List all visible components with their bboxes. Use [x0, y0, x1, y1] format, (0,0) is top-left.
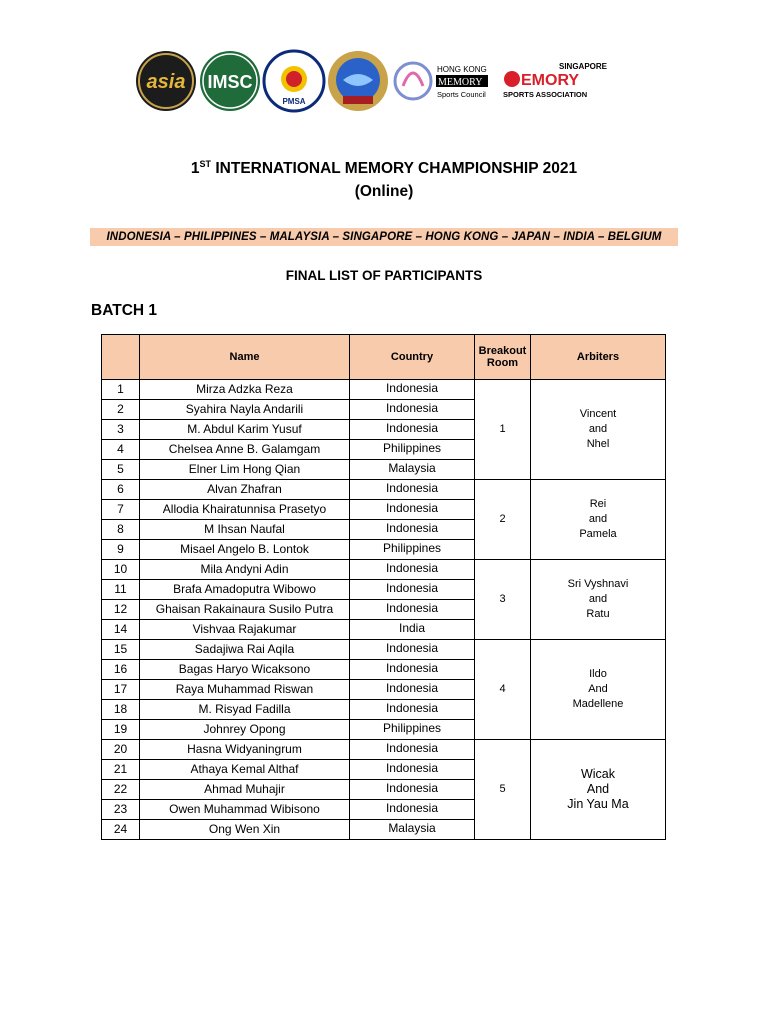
cell-no: 11 [102, 580, 140, 600]
country-banner: INDONESIA – PHILIPPINES – MALAYSIA – SINGAPORE – HONG KONG – JAPAN – INDIA – BELGIUM [90, 228, 678, 246]
cell-arbiters: Sri Vyshnavi and Ratu [531, 560, 666, 640]
cell-country: Indonesia [350, 600, 475, 620]
cell-name: Raya Muhammad Riswan [140, 680, 350, 700]
participants-table [101, 334, 666, 840]
cell-name: Vishvaa Rajakumar [140, 620, 350, 640]
cell-no: 15 [102, 640, 140, 660]
logo-strip [135, 50, 608, 114]
header-name: Name [140, 335, 350, 380]
cell-country: Indonesia [350, 480, 475, 500]
pmsa-logo [263, 50, 325, 112]
cell-country: Indonesia [350, 680, 475, 700]
cell-no: 1 [102, 380, 140, 400]
cell-no: 23 [102, 800, 140, 820]
cell-no: 7 [102, 500, 140, 520]
header-no [102, 335, 140, 380]
cell-name: Ghaisan Rakainaura Susilo Putra [140, 600, 350, 620]
cell-breakout-room: 4 [475, 640, 531, 740]
table-row [102, 560, 666, 580]
cell-no: 5 [102, 460, 140, 480]
cell-name: Hasna Widyaningrum [140, 740, 350, 760]
cell-name: Misael Angelo B. Lontok [140, 540, 350, 560]
cell-country: Indonesia [350, 520, 475, 540]
hkmsc-logo [393, 50, 497, 112]
cell-arbiters: Rei and Pamela [531, 480, 666, 560]
cell-no: 12 [102, 600, 140, 620]
table-row [102, 740, 666, 760]
page-subtitle: (Online) [354, 183, 414, 200]
table-row [102, 640, 666, 660]
table-header-row [102, 335, 666, 380]
svg-text:MEMORY: MEMORY [438, 77, 483, 88]
cell-country: Indonesia [350, 700, 475, 720]
cell-country: Philippines [350, 440, 475, 460]
cell-no: 24 [102, 820, 140, 840]
svg-text:SPORTS ASSOCIATION: SPORTS ASSOCIATION [503, 90, 588, 99]
cell-name: Sadajiwa Rai Aqila [140, 640, 350, 660]
cell-no: 2 [102, 400, 140, 420]
cell-country: Indonesia [350, 760, 475, 780]
cell-country: Malaysia [350, 460, 475, 480]
cell-arbiters: Ildo And Madellene [531, 640, 666, 740]
header-arbiters: Arbiters [531, 335, 666, 380]
cell-arbiters: Wicak And Jin Yau Ma [531, 740, 666, 840]
cell-country: Philippines [350, 720, 475, 740]
cell-no: 18 [102, 700, 140, 720]
svg-text:asia: asia [146, 71, 186, 93]
cell-breakout-room: 2 [475, 480, 531, 560]
cell-name: Alvan Zhafran [140, 480, 350, 500]
cell-no: 9 [102, 540, 140, 560]
cell-name: Elner Lim Hong Qian [140, 460, 350, 480]
cell-name: Brafa Amadoputra Wibowo [140, 580, 350, 600]
cell-no: 4 [102, 440, 140, 460]
cell-name: M. Abdul Karim Yusuf [140, 420, 350, 440]
cell-country: Indonesia [350, 640, 475, 660]
cell-no: 14 [102, 620, 140, 640]
cell-country: Indonesia [350, 580, 475, 600]
table-row [102, 380, 666, 400]
asia-logo [135, 50, 197, 112]
globe-logo [327, 50, 389, 112]
cell-breakout-room: 3 [475, 560, 531, 640]
cell-country: Indonesia [350, 660, 475, 680]
imsc-logo [199, 50, 261, 112]
cell-no: 20 [102, 740, 140, 760]
cell-name: Ahmad Muhajir [140, 780, 350, 800]
cell-name: Chelsea Anne B. Galamgam [140, 440, 350, 460]
page-title: 1ST INTERNATIONAL MEMORY CHAMPIONSHIP 2021 [190, 159, 578, 178]
cell-no: 19 [102, 720, 140, 740]
cell-name: Athaya Kemal Althaf [140, 760, 350, 780]
cell-no: 21 [102, 760, 140, 780]
cell-no: 16 [102, 660, 140, 680]
cell-country: Indonesia [350, 780, 475, 800]
cell-name: M Ihsan Naufal [140, 520, 350, 540]
header-country: Country [350, 335, 475, 380]
cell-no: 6 [102, 480, 140, 500]
cell-name: Bagas Haryo Wicaksono [140, 660, 350, 680]
cell-name: Owen Muhammad Wibisono [140, 800, 350, 820]
svg-text:Sports Council: Sports Council [437, 90, 486, 99]
cell-name: Mirza Adzka Reza [140, 380, 350, 400]
cell-country: Malaysia [350, 820, 475, 840]
cell-name: M. Risyad Fadilla [140, 700, 350, 720]
cell-country: Indonesia [350, 380, 475, 400]
cell-country: India [350, 620, 475, 640]
cell-no: 22 [102, 780, 140, 800]
header-breakout-room: Breakout Room [475, 335, 531, 380]
cell-country: Indonesia [350, 560, 475, 580]
cell-name: Johnrey Opong [140, 720, 350, 740]
svg-text:PMSA: PMSA [282, 97, 306, 106]
cell-breakout-room: 1 [475, 380, 531, 480]
section-heading: FINAL LIST OF PARTICIPANTS [285, 268, 483, 283]
cell-breakout-room: 5 [475, 740, 531, 840]
sgmsa-logo [501, 50, 608, 112]
cell-arbiters: Vincent and Nhel [531, 380, 666, 480]
cell-country: Indonesia [350, 500, 475, 520]
cell-no: 3 [102, 420, 140, 440]
cell-no: 17 [102, 680, 140, 700]
cell-country: Indonesia [350, 420, 475, 440]
cell-country: Indonesia [350, 800, 475, 820]
batch-heading: BATCH 1 [91, 302, 158, 319]
cell-country: Indonesia [350, 400, 475, 420]
cell-name: Ong Wen Xin [140, 820, 350, 840]
svg-text:HONG KONG: HONG KONG [437, 65, 487, 74]
cell-name: Mila Andyni Adin [140, 560, 350, 580]
table-row [102, 480, 666, 500]
cell-no: 8 [102, 520, 140, 540]
svg-text:SINGAPORE: SINGAPORE [559, 62, 608, 71]
cell-name: Syahira Nayla Andarili [140, 400, 350, 420]
cell-country: Indonesia [350, 740, 475, 760]
cell-country: Philippines [350, 540, 475, 560]
svg-text:IMSC: IMSC [207, 72, 253, 92]
cell-name: Allodia Khairatunnisa Prasetyo [140, 500, 350, 520]
svg-text:EMORY: EMORY [521, 72, 580, 89]
cell-no: 10 [102, 560, 140, 580]
